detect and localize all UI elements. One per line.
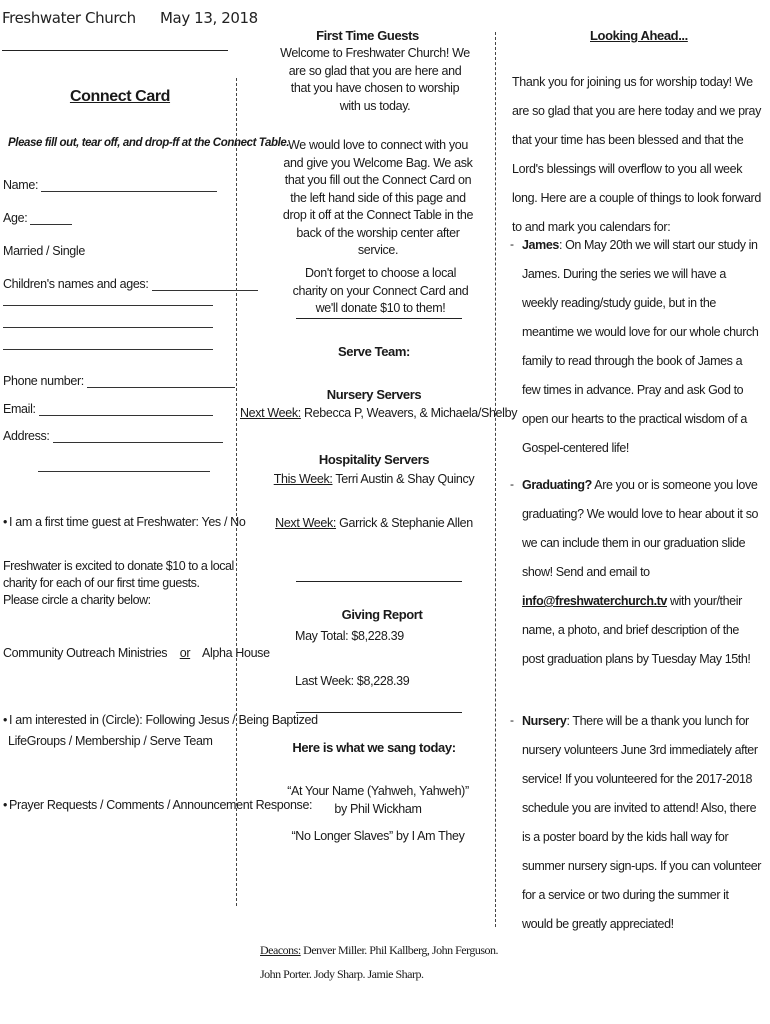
age-line [30, 213, 72, 225]
nursery-announcement [522, 707, 762, 939]
phone-label: Phone number: [3, 374, 84, 388]
tear-line-left [236, 78, 237, 906]
hospitality-next-week-label: Next Week: [275, 516, 337, 530]
charity-option-community[interactable]: Community Outreach Ministries [3, 646, 168, 660]
deacons-list [260, 938, 500, 986]
email-field[interactable] [3, 402, 213, 416]
graduating-label: Graduating? [522, 478, 592, 492]
prayer-requests[interactable]: • Prayer Requests / Comments / Announcement Response: [3, 798, 312, 812]
connect-card-instructions: Please fill out, tear off, and drop-ff at the Connect Table. [8, 137, 290, 149]
giving-divider [296, 712, 462, 713]
deacons-label: Deacons: [260, 943, 301, 957]
graduating-bullet: - [510, 477, 514, 491]
marital-status[interactable]: Married / Single [3, 244, 85, 258]
name-field[interactable] [3, 178, 217, 192]
children-field[interactable] [3, 277, 258, 291]
james-bullet: - [510, 237, 514, 251]
interest-line-2[interactable]: LifeGroups / Membership / Serve Team [8, 734, 213, 748]
age-field[interactable] [3, 211, 72, 225]
name-line [41, 180, 217, 192]
hospitality-this-week-label: This Week: [273, 472, 333, 486]
nursery-bullet: - [510, 713, 514, 727]
looking-ahead-intro: Thank you for joining us for worship today! We are so glad that you are here today and we pray that your time has been blessed and that the Lord's blessings will overflow to you all week long. Here are a couple of things to look forward to and mark you calendars for: [512, 75, 761, 234]
hospitality-next-week-names: Garrick & Stephanie Allen [336, 516, 473, 530]
giving-may-total: May Total: $8,228.39 [295, 629, 404, 643]
address-line [53, 431, 223, 443]
deacons-names: Denver Miller. Phil Kallberg, John Ferguson. John Porter. Jody Sharp. Jamie Sharp. [260, 943, 499, 981]
graduation-email-link[interactable]: info@freshwaterchurch.tv [522, 594, 667, 608]
charity-or: or [179, 646, 191, 660]
first-time-guest-question[interactable]: • I am a first time guest at Freshwater: Yes / No [3, 515, 245, 529]
children-line-2[interactable] [3, 294, 213, 306]
serve-team-title: Serve Team: [338, 344, 410, 359]
james-announcement [522, 231, 762, 463]
guests-divider [296, 318, 462, 319]
address-label: Address: [3, 429, 50, 443]
charity-option-alpha[interactable]: Alpha House [201, 646, 270, 660]
hospitality-next-week [240, 515, 508, 533]
address-line-2[interactable] [38, 460, 210, 472]
bulletin-date: May 13, 2018 [160, 9, 258, 27]
church-name: Freshwater Church [2, 9, 136, 27]
children-line [152, 279, 258, 291]
email-line [39, 404, 213, 416]
song-at-your-name: “At Your Name (Yahweh, Yahweh)” by Phil Wickham [287, 784, 469, 816]
charity-options[interactable] [3, 646, 270, 660]
nursery-next-week-label: Next Week: [240, 406, 301, 420]
nursery-next-week-names: Rebecca P, Weavers, & Michaela/Shelby [300, 406, 518, 420]
children-line-3[interactable] [3, 316, 213, 328]
fold-line-right [495, 32, 496, 927]
giving-last-week: Last Week: $8,228.39 [295, 674, 410, 688]
first-time-guests-charity: Don't forget to choose a local charity on your Connect Card and we'll donate $10 to them! [292, 266, 469, 315]
serve-divider [296, 581, 462, 582]
graduating-announcement [522, 471, 762, 674]
nursery-label: Nursery [522, 714, 567, 728]
first-time-guests-connect: We would love to connect with you and give you Welcome Bag. We ask that you fill out the Connect Card on the left hand side of this page and drop it off at the Connect Table in the back of the worship center after service. [282, 138, 474, 257]
phone-field[interactable] [3, 374, 235, 388]
looking-ahead-title: Looking Ahead... [590, 28, 688, 43]
nursery-text: : There will be a thank you lunch for nursery volunteers June 3rd immediately after service! If you volunteered for the 2017-2018 schedule you are invited to attend! Also, there is a poster board by the kids hall way for summer nursery sign-ups. If you can volunteer for a service or two during the summer it would be greatly appreciated! [522, 714, 762, 931]
nursery-servers-next-week [240, 405, 518, 423]
connect-card-title: Connect Card [69, 88, 171, 105]
email-label: Email: [3, 402, 36, 416]
age-label: Age: [3, 211, 28, 225]
james-text: : On May 20th we will start our study in James. During the series we will have a weekly reading/study guide, but in the meantime we would love for our whole church family to read through the book of James a few times in advance. Pray and ask God to open our hearts to the practical wisdom of a Gospel-centered life! [522, 238, 759, 455]
graduating-text-1: Are you or is someone you love graduating? We would love to hear about it so we can include them in our graduation slide show! Send and email to [522, 478, 759, 579]
graduating-text-2: with your/their name, a photo, and brief description of the post graduation plans by Tuesday May 15th! [522, 594, 751, 666]
address-field[interactable] [3, 429, 223, 443]
charity-intro: Freshwater is excited to donate $10 to a local charity for each of our first time guests. Please circle a charity below: [3, 559, 234, 607]
first-time-guests-title: First Time Guests [316, 28, 419, 43]
giving-report-title: Giving Report [341, 607, 423, 622]
interest-line-1[interactable]: • I am interested in (Circle): Following Jesus / Being Baptized [3, 713, 318, 727]
children-label: Children's names and ages: [3, 277, 149, 291]
header-divider [2, 50, 228, 51]
james-label: James [522, 238, 559, 252]
nursery-servers-title: Nursery Servers [326, 387, 422, 402]
phone-line [87, 376, 235, 388]
song-no-longer-slaves: “No Longer Slaves” by I Am They [291, 829, 465, 843]
hospitality-this-week-names: Terri Austin & Shay Quincy [332, 472, 475, 486]
songs-title: Here is what we sang today: [292, 740, 456, 755]
hospitality-servers-title: Hospitality Servers [318, 452, 430, 467]
children-line-4[interactable] [3, 338, 213, 350]
name-label: Name: [3, 178, 39, 192]
first-time-guests-welcome: Welcome to Freshwater Church! We are so glad that you are here and that you have chosen to worship with us today. [280, 46, 470, 113]
hospitality-this-week [240, 471, 508, 489]
